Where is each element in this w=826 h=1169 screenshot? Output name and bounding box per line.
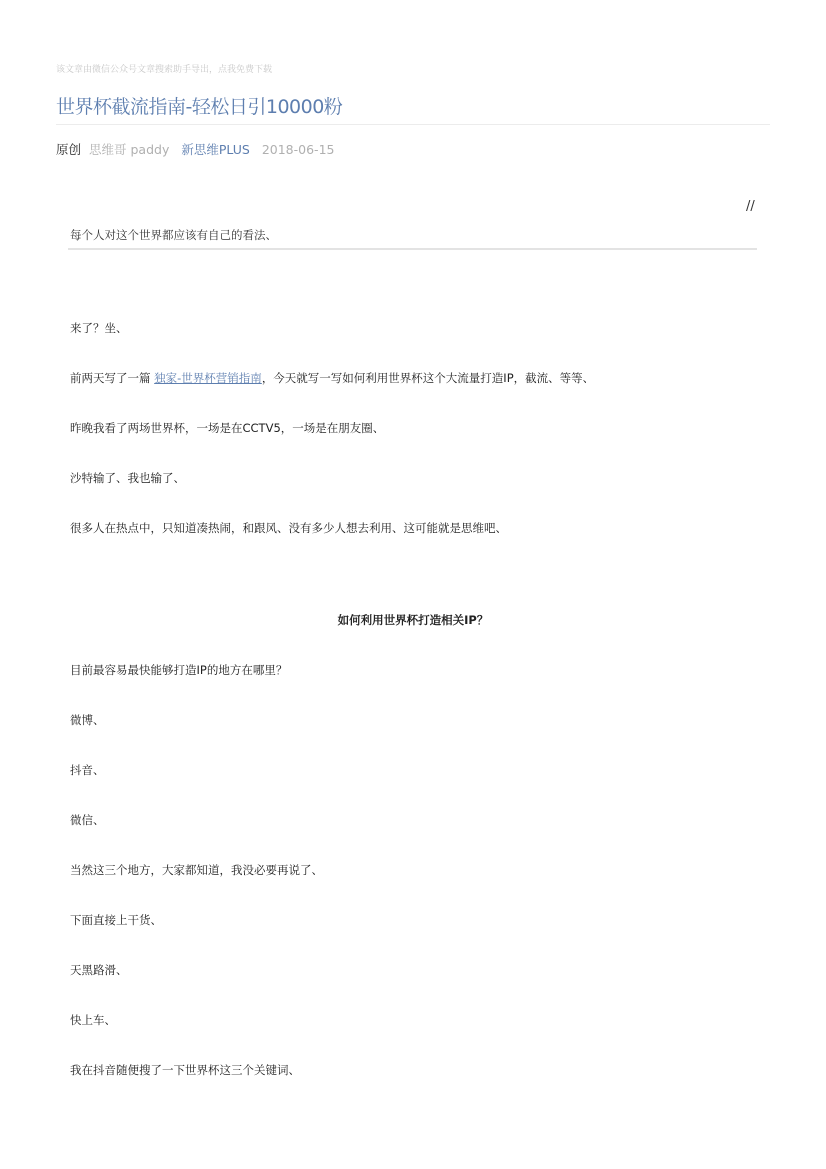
article-link[interactable]: 独家-世界杯营销指南 xyxy=(154,371,262,385)
paragraph: 很多人在热点中，只知道凑热闹，和跟风、没有多少人想去利用、这可能就是思维吧、 xyxy=(70,521,507,535)
section-heading: 如何利用世界杯打造相关IP？ xyxy=(337,613,489,627)
paragraph: 当然这三个地方，大家都知道，我没必要再说了、 xyxy=(70,863,323,877)
paragraph: 微博、 xyxy=(70,713,105,727)
paragraph xyxy=(70,370,594,386)
title-divider xyxy=(56,124,770,125)
paragraph: 抖音、 xyxy=(70,763,105,777)
quote-mark: // xyxy=(746,199,755,214)
publish-date: 2018-06-15 xyxy=(261,142,335,157)
quote-text: 每个人对这个世界都应该有自己的看法、 xyxy=(70,228,277,242)
paragraph: 快上车、 xyxy=(70,1013,116,1027)
quote-divider xyxy=(68,248,757,250)
author-name: 思维哥 paddy xyxy=(89,142,170,157)
paragraph-text: 前两天写了一篇 xyxy=(70,371,155,385)
paragraph: 微信、 xyxy=(70,813,105,827)
paragraph: 天黑路滑、 xyxy=(70,963,128,977)
account-link[interactable]: 新思维PLUS xyxy=(181,142,250,157)
paragraph: 昨晚我看了两场世界杯，一场是在CCTV5，一场是在朋友圈、 xyxy=(70,421,385,435)
paragraph-text: ，今天就写一写如何利用世界杯这个大流量打造IP，截流、等等、 xyxy=(261,371,595,385)
original-label: 原创 xyxy=(56,142,82,157)
article-meta xyxy=(56,140,334,158)
paragraph: 目前最容易最快能够打造IP的地方在哪里？ xyxy=(70,663,288,677)
article-title: 世界杯截流指南-轻松日引10000粉 xyxy=(56,96,343,118)
paragraph: 我在抖音随便搜了一下世界杯这三个关键词、 xyxy=(70,1063,300,1077)
paragraph: 来了？坐、 xyxy=(70,321,128,335)
download-notice-link[interactable]: 该文章由微信公众号文章搜索助手导出，点我免费下载 xyxy=(56,65,273,75)
paragraph: 下面直接上干货、 xyxy=(70,913,162,927)
paragraph: 沙特输了、我也输了、 xyxy=(70,471,185,485)
